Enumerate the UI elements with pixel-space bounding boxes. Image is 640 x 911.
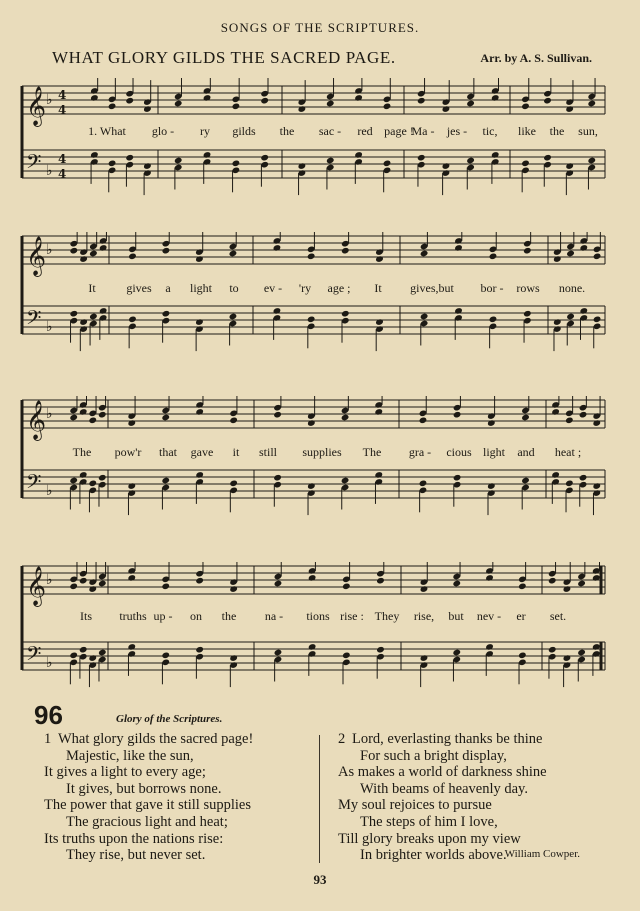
lyric-line-4 [0,609,640,625]
lyric-syllable: na - [264,609,284,623]
note-head [79,408,88,416]
lyric-syllable: bor - [480,281,504,295]
lyric-syllable: Ma - [411,124,435,138]
lyric-syllable: The [72,445,92,459]
note-head [577,580,586,588]
note-head [125,97,134,105]
note-head [579,307,588,315]
note-head [307,482,316,490]
key-signature-flat-icon: ♭ [46,319,53,335]
note-head [592,643,601,651]
note-head [419,480,428,488]
bass-clef-icon: 𝄢 [26,470,42,498]
note-head [565,162,574,170]
note-head [99,244,108,252]
lyric-syllable: It [374,281,382,295]
note-head [70,247,79,255]
lyric-syllable: age ; [327,281,351,295]
note-head [174,100,183,108]
note-head [229,313,238,321]
note-head [454,244,463,252]
treble-clef-icon: 𝄞 [26,400,47,440]
verse-line: For such a bright display, [360,747,507,764]
note-head [417,154,426,162]
note-head [489,316,498,324]
note-head [579,474,588,482]
note-head [374,408,383,416]
music-system-4 [0,562,640,698]
treble-staff [22,400,605,441]
note-head [566,250,575,258]
lyric-syllable: truths [119,609,147,623]
note-head [127,482,136,490]
note-head [565,417,574,425]
note-head [273,411,282,419]
note-head [487,419,496,427]
note-head [79,255,88,263]
note-head [553,318,562,326]
title-row [52,48,592,70]
note-head [162,247,171,255]
verse-line: 1 What glory gilds the sacred page! [44,731,254,747]
lyric-syllable: The [362,445,382,459]
note-head [587,100,596,108]
verse-line: The power that gave it still supplies [44,797,251,814]
note-head [454,307,463,315]
note-head [108,160,117,168]
lyric-syllable: like [518,124,536,138]
music-staff-system-1 [0,78,640,208]
lyric-syllable: They [374,609,400,623]
lyric-syllable: rise, [413,609,435,623]
key-signature-flat-icon: ♭ [46,655,53,671]
note-head [548,577,557,585]
note-head [79,471,88,479]
note-head [88,480,97,488]
note-head [161,583,170,591]
note-head [195,255,204,263]
note-head [521,103,530,111]
bass-clef-icon: 𝄢 [26,306,42,334]
note-head [341,414,350,422]
note-head [260,154,269,162]
lyric-syllable: tions [306,609,330,623]
lyric-syllable: cious [446,445,472,459]
note-head [232,160,241,168]
note-head [127,643,136,651]
music-system-2 [0,232,640,362]
note-head [69,583,78,591]
verse-line: My soul rejoices to pursue [338,797,492,814]
note-head [420,654,429,662]
note-head [174,157,183,165]
time-signature-icon: 4 [58,152,67,166]
note-head [260,97,269,105]
lyric-syllable: 'ry [298,281,312,295]
time-signature-icon: 4 [58,103,67,117]
lyric-syllable: gave [190,445,214,459]
note-head [342,652,351,660]
note-head [442,105,451,113]
lyric-syllable: the [279,124,295,138]
note-head [273,474,282,482]
lyric-syllable: red [357,124,373,138]
note-head [232,103,241,111]
note-head [307,316,316,324]
bass-clef-icon: 𝄢 [26,642,42,670]
note-head [341,310,350,318]
note-head [383,160,392,168]
note-head [579,244,588,252]
lyric-syllable: it [232,445,240,459]
note-head [273,244,282,252]
note-head [521,414,530,422]
note-head [128,316,137,324]
note-head [143,105,152,113]
note-head [195,471,204,479]
lyric-syllable: 1. What [88,124,126,138]
note-head [354,151,363,159]
verse-line: In brighter worlds above. [360,847,507,864]
note-head [553,255,562,263]
note-head [229,417,238,425]
note-head [485,643,494,651]
note-head [375,318,384,326]
verse-line: 2 Lord, everlasting thanks be thine [338,731,543,747]
key-signature-flat-icon: ♭ [46,163,53,179]
note-head [125,154,134,162]
lyric-line-1 [0,124,640,140]
note-head [308,643,317,651]
note-head [143,162,152,170]
note-head [341,247,350,255]
note-head [69,477,78,485]
note-head [90,94,99,102]
note-head [127,419,136,427]
note-head [195,577,204,585]
lyric-syllable: sun, [578,124,598,138]
note-head [195,318,204,326]
treble-clef-icon: 𝄞 [26,566,47,606]
note-head [551,471,560,479]
verse-number: 1 [44,731,52,747]
note-head [593,253,602,261]
verse-number: 2 [338,731,346,747]
note-head [70,310,79,318]
key-signature-flat-icon: ♭ [46,242,53,258]
note-head [376,577,385,585]
music-staff-system-2 [0,232,640,362]
note-head [162,310,171,318]
lyric-syllable: none. [558,281,586,295]
note-head [518,583,527,591]
column-divider [319,735,320,863]
note-head [98,411,107,419]
note-head [383,103,392,111]
note-head [593,316,602,324]
lyric-syllable: that [159,445,177,459]
note-head [565,480,574,488]
note-head [420,313,429,321]
lyric-line-3 [0,445,640,461]
treble-clef-icon: 𝄞 [26,236,47,276]
music-staff-system-3 [0,396,640,526]
note-head [79,646,88,654]
verse-line: As makes a world of darkness shine [338,764,547,781]
note-head [551,408,560,416]
lyric-syllable: to [229,281,239,295]
note-head [563,654,572,662]
note-head [229,250,238,258]
note-head [274,649,283,657]
author-credit: William Cowper. [504,848,580,860]
lyric-syllable: er [516,609,526,623]
note-head [89,313,98,321]
note-head [203,94,212,102]
note-head [108,103,117,111]
lyric-syllable: ev - [263,281,283,295]
note-head [98,474,107,482]
note-head [453,474,462,482]
lyric-syllable: nev - [476,609,502,623]
note-head [307,419,316,427]
note-head [592,419,601,427]
note-head [491,94,500,102]
note-head [342,583,351,591]
note-head [563,585,572,593]
verse-2 [338,731,598,864]
note-head [518,652,527,660]
note-head [592,482,601,490]
note-head [273,307,282,315]
lyric-syllable: set. [549,609,567,623]
note-head [89,250,98,258]
lyric-syllable: rows [516,281,540,295]
note-head [376,646,385,654]
lyric-syllable: sac - [318,124,342,138]
note-head [308,574,317,582]
note-head [88,654,97,662]
verse-line: Its truths upon the nations rise: [44,830,224,847]
lyric-syllable: It [88,281,96,295]
note-head [90,151,99,159]
note-head [466,157,475,165]
note-head [419,417,428,425]
note-head [489,253,498,261]
note-head [452,649,461,657]
section-header: SONGS OF THE SCRIPTURES. [220,20,420,35]
lyric-syllable: the [221,609,237,623]
note-head [587,157,596,165]
note-head [203,151,212,159]
lyric-syllable: rise : [340,609,364,623]
note-head [566,313,575,321]
note-head [592,574,601,582]
note-head [543,154,552,162]
note-head [274,580,283,588]
note-head [491,151,500,159]
verse-line: They rise, but never set. [66,847,206,864]
verse-line: With beams of heavenly day. [360,780,528,797]
lyric-syllable: and [517,445,535,459]
verse-line: The steps of him I love, [360,813,498,830]
note-head [521,477,530,485]
verse-1 [44,731,314,864]
note-head [523,310,532,318]
lyric-syllable: tic, [482,124,498,138]
note-head [577,649,586,657]
music-system-3 [0,396,640,526]
note-head [69,652,78,660]
note-head [453,411,462,419]
note-head [565,105,574,113]
lyric-line-2 [0,281,640,297]
lyric-syllable: gives [126,281,152,295]
lyric-syllable: pow'r [114,445,142,459]
treble-clef-icon: 𝄞 [26,86,47,126]
lyric-syllable: page ! [384,124,414,138]
note-head [88,417,97,425]
note-head [161,477,170,485]
lyric-syllable: on [190,609,202,623]
note-head [229,480,238,488]
hymn-subtitle: Glory of the Scriptures. [116,713,223,725]
bass-clef-icon: 𝄢 [26,150,42,178]
key-signature-flat-icon: ♭ [46,92,53,108]
note-head [88,585,97,593]
note-head [579,411,588,419]
note-head [354,94,363,102]
lyric-syllable: still [258,445,278,459]
music-staff-system-4 [0,562,640,698]
music-system-1 [0,78,640,208]
note-head [298,105,307,113]
arranger-credit: Arr. by A. S. Sullivan. [480,51,592,65]
note-head [487,482,496,490]
note-head [161,652,170,660]
note-head [298,162,307,170]
verse-line: The gracious light and heat; [66,813,228,830]
note-head [375,255,384,263]
note-head [98,580,107,588]
note-head [229,585,238,593]
lyric-syllable: Its [80,609,92,623]
lyric-syllable: supplies [302,445,342,459]
note-head [374,471,383,479]
lyric-syllable: light [189,281,213,295]
verse-line: Majestic, like the sun, [66,747,194,764]
verse-line: Till glory breaks upon my view [338,830,521,847]
note-head [195,408,204,416]
note-head [485,574,494,582]
key-signature-flat-icon: ♭ [46,406,53,422]
page-number: 93 [313,872,327,887]
lyric-syllable: a [165,281,171,295]
note-head [466,100,475,108]
note-head [229,654,238,662]
note-head [452,580,461,588]
note-head [307,253,316,261]
lyric-syllable: gra - [408,445,432,459]
note-head [417,97,426,105]
note-head [442,162,451,170]
lyric-syllable: light [482,445,506,459]
note-head [420,585,429,593]
lyric-syllable: the [549,124,565,138]
key-signature-flat-icon: ♭ [46,572,53,588]
time-signature-icon: 4 [58,167,67,181]
time-signature-icon: 4 [58,88,67,102]
note-head [523,247,532,255]
note-head [341,477,350,485]
note-head [543,97,552,105]
note-head [161,414,170,422]
lyric-syllable: heat ; [554,445,582,459]
key-signature-flat-icon: ♭ [46,483,53,499]
lyric-syllable: up - [153,609,173,623]
note-head [79,577,88,585]
note-head [99,307,108,315]
note-head [69,414,78,422]
lyric-syllable: jes - [446,124,468,138]
note-head [128,253,137,261]
note-head [548,646,557,654]
note-head [127,574,136,582]
verse-line: It gives a light to every age; [44,764,206,781]
lyric-syllable: glo - [151,124,175,138]
note-head [79,318,88,326]
lyric-syllable: gives,but [410,281,454,295]
note-head [326,100,335,108]
note-head [420,250,429,258]
note-head [326,157,335,165]
note-head [521,160,530,168]
lyric-syllable: but [448,609,464,623]
lyric-syllable: gilds [232,124,256,138]
lyric-syllable: ry [200,124,210,138]
note-head [98,649,107,657]
verse-line: It gives, but borrows none. [66,780,222,797]
note-head [195,646,204,654]
hymn-title: WHAT GLORY GILDS THE SACRED PAGE. [52,48,396,67]
hymn-number: 96 [34,700,63,730]
